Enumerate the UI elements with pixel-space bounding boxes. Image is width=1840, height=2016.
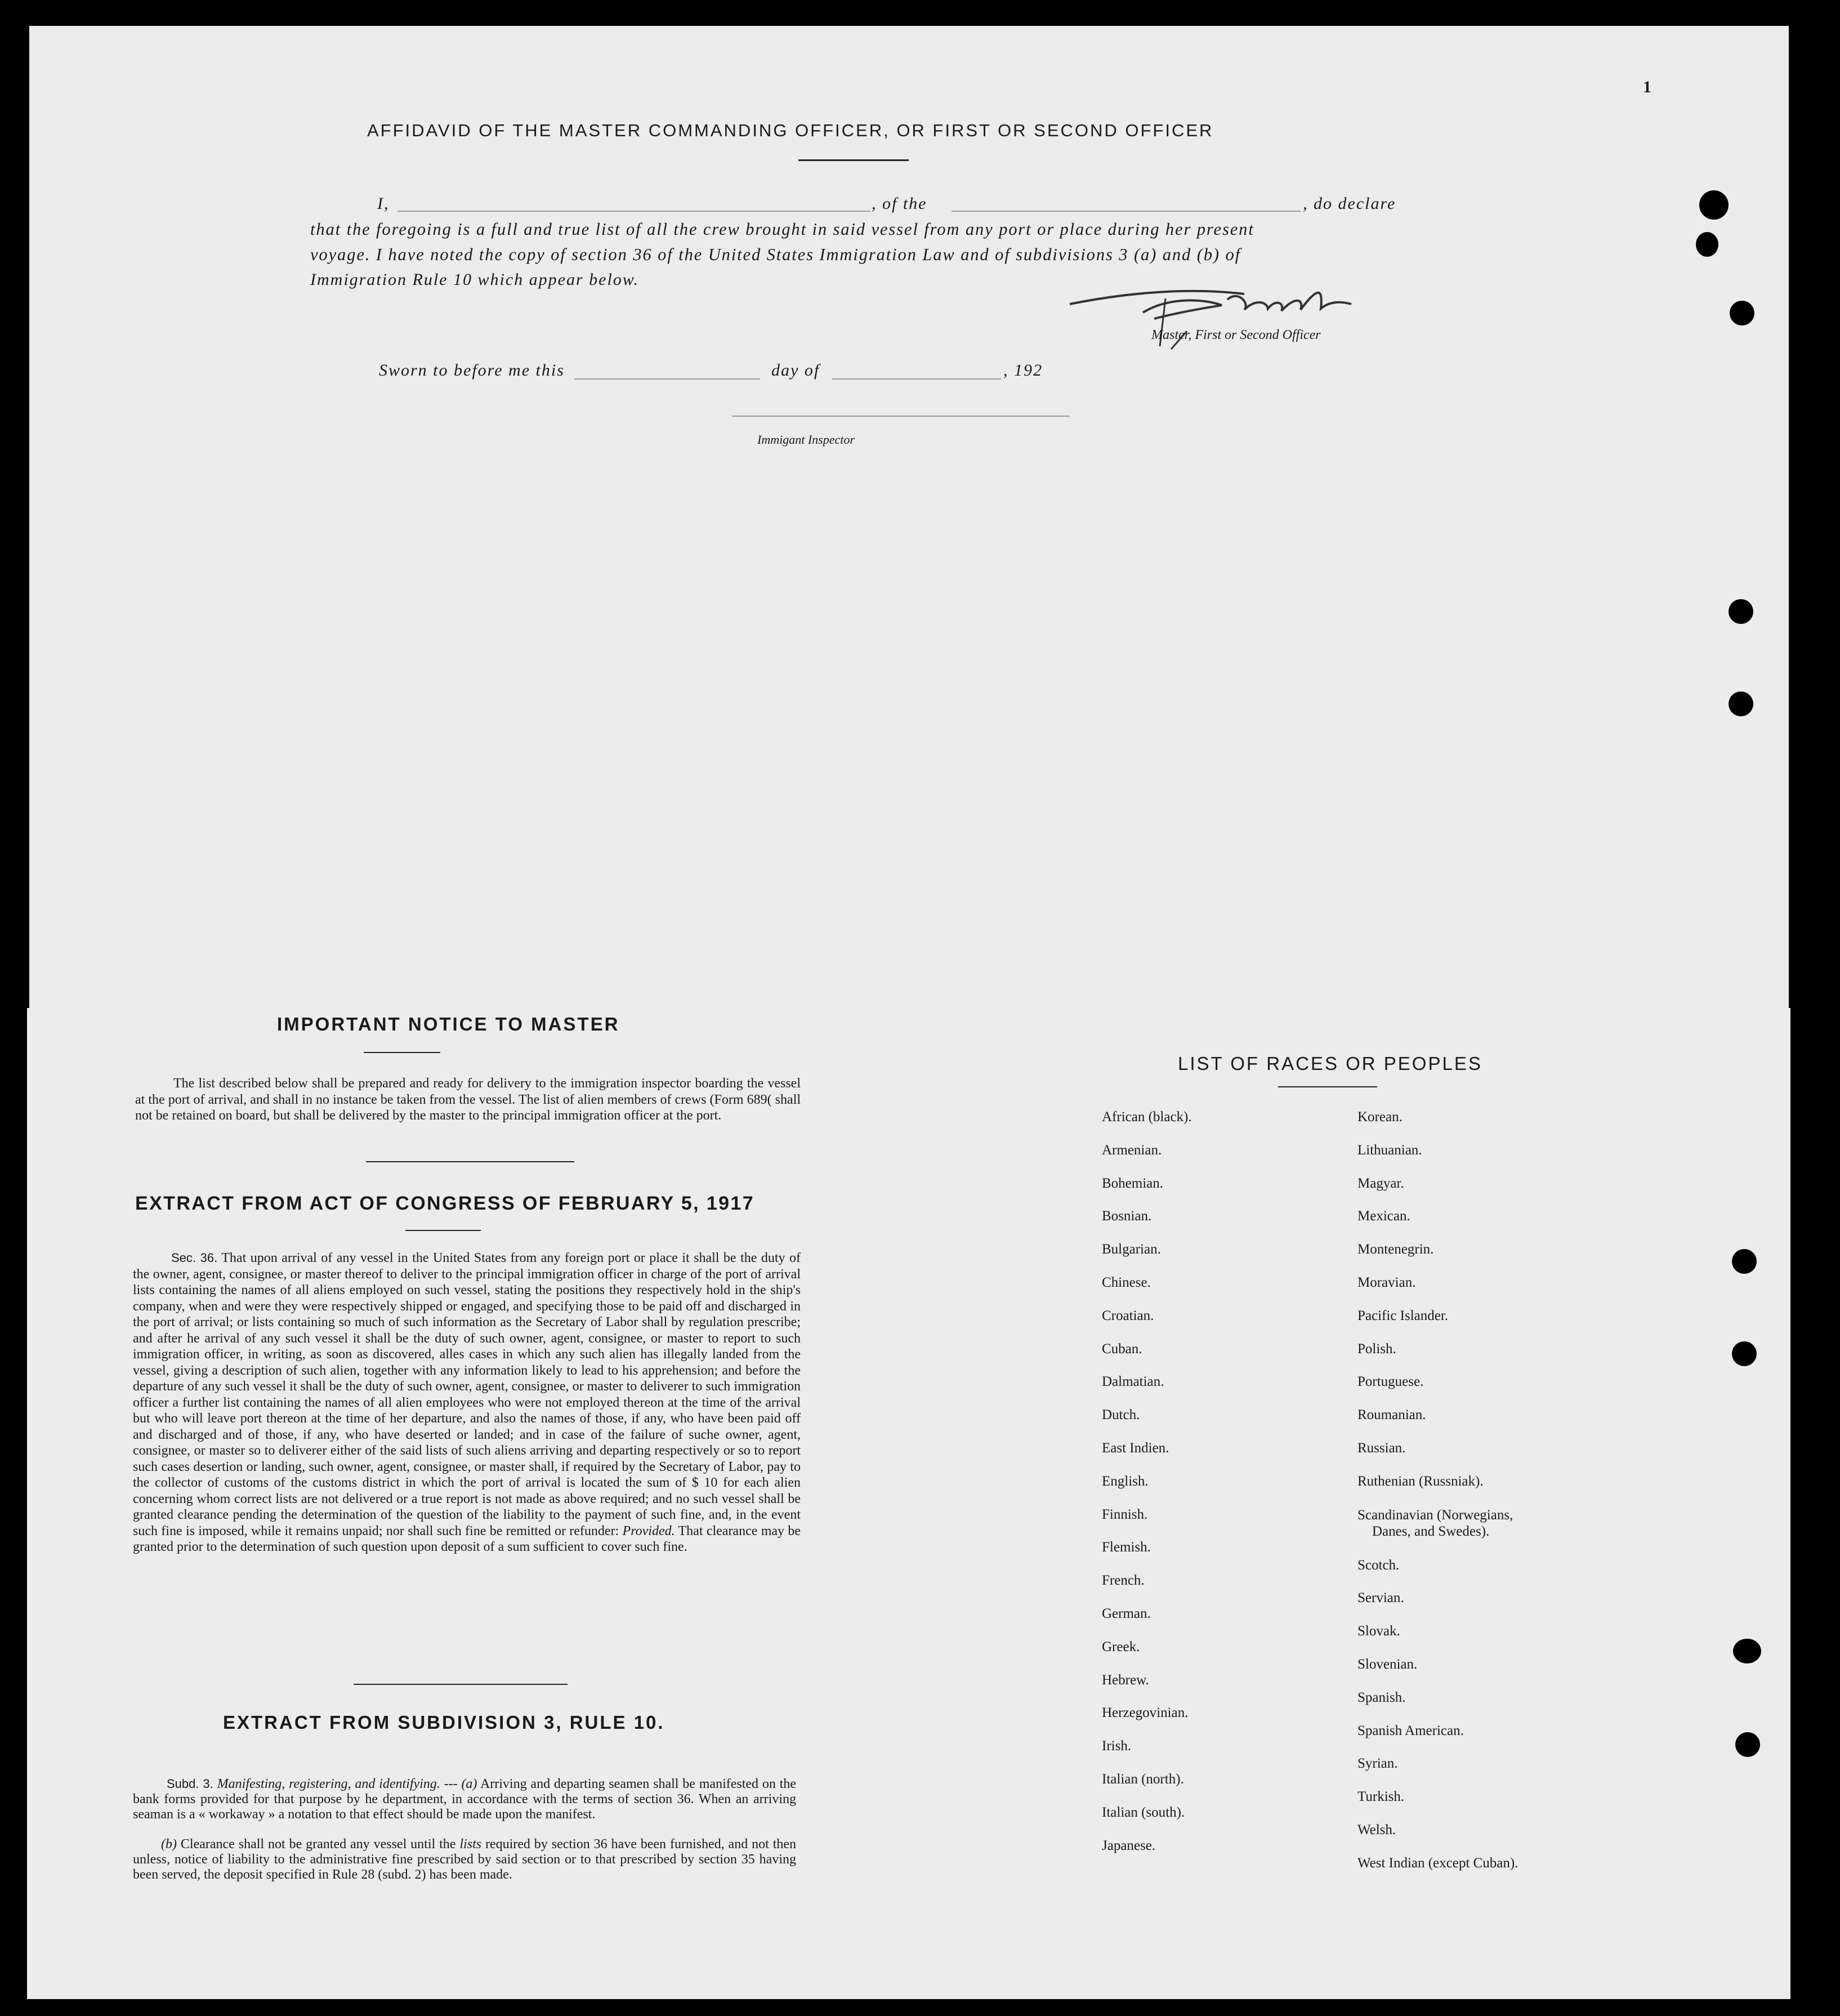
- punch-hole: [1733, 1639, 1761, 1663]
- race-item: Spanish.: [1357, 1689, 1406, 1705]
- sworn-day-of: day of: [771, 361, 820, 380]
- race-item: Polish.: [1357, 1341, 1396, 1357]
- act-underline: [405, 1230, 481, 1231]
- affidavit-title: AFFIDAVID OF THE MASTER COMMANDING OFFICER, OR FIRST OR SECOND OFFICER: [367, 121, 1214, 140]
- race-item: Croatian.: [1102, 1308, 1154, 1323]
- race-item: Bosnian.: [1102, 1208, 1152, 1224]
- punch-hole: [1730, 301, 1754, 325]
- race-item: Hebrew.: [1102, 1672, 1149, 1688]
- race-item: Roumanian.: [1357, 1407, 1426, 1423]
- sworn-day-blank: [574, 378, 760, 380]
- affidavit-line-2: that the foregoing is a full and true list of all the crew brought in said vessel from any port or place during her present: [310, 220, 1254, 239]
- race-item: Cuban.: [1102, 1341, 1142, 1357]
- race-item: Irish.: [1102, 1738, 1132, 1754]
- race-item: Flemish.: [1102, 1540, 1151, 1555]
- title-underline: [798, 159, 909, 161]
- race-item: Dalmatian.: [1102, 1374, 1164, 1390]
- punch-hole: [1732, 1341, 1757, 1366]
- vessel-name-blank: [952, 211, 1301, 212]
- race-item: Lithuanian.: [1357, 1142, 1422, 1158]
- races-title: LIST OF RACES OR PEOPLES: [1178, 1053, 1482, 1074]
- affidavit-line-4: Immigration Rule 10 which appear below.: [310, 270, 640, 289]
- race-item: Slovenian.: [1357, 1656, 1418, 1672]
- race-item: Scotch.: [1357, 1557, 1400, 1573]
- notice-title: IMPORTANT NOTICE TO MASTER: [277, 1014, 620, 1034]
- inspector-signature-blank: [732, 416, 1070, 417]
- sworn-prefix: Sworn to before me this: [379, 361, 565, 380]
- declare-suffix: , do declare: [1303, 194, 1396, 213]
- race-item: Moravian.: [1357, 1274, 1416, 1290]
- vessel-prefix: , of the: [872, 194, 927, 213]
- punch-hole: [1696, 232, 1718, 257]
- affidavit-sheet: [29, 26, 1789, 1008]
- race-item: Italian (south).: [1102, 1804, 1185, 1820]
- race-item: Pacific Islander.: [1357, 1308, 1449, 1323]
- signature-label: Master, First or Second Officer: [1151, 328, 1321, 342]
- notice-text: The list described below shall be prepared and ready for delivery to the immigration inspector boarding the vessel at the port of arrival, and shall in no instance be taken from the vessel. The list of alien members of crews (Form 689( shall not be retained on board, but shall be delivered by the master to the principal immigration officer at the port.: [135, 1076, 801, 1123]
- race-item: Korean.: [1357, 1109, 1403, 1125]
- race-item: French.: [1102, 1573, 1145, 1589]
- affidavit-line-3: voyage. I have noted the copy of section 36 of the United States Immigration Law and of subdivisions 3 (a) and (b) of: [310, 245, 1241, 264]
- page-number: 1: [1643, 78, 1651, 96]
- race-item: English.: [1102, 1473, 1149, 1489]
- act-title: EXTRACT FROM ACT OF CONGRESS OF FEBRUARY 5, 1917: [135, 1193, 755, 1214]
- act-separator: [354, 1684, 568, 1685]
- races-left-column: [1102, 1109, 1192, 1871]
- inspector-label: Immigant Inspector: [757, 432, 855, 447]
- notice-separator: [366, 1161, 574, 1162]
- act-text: Sec. 36. That upon arrival of any vessel in the United States from any foreign port or place it shall be the duty of the owner, agent, consignee, or master thereof to deliver to the principal immigration officer in charge of the port of arrival lists containing the names of all aliens employed on such vessel, stating the positions they respectively hold in the ship's company, when and were they were respectively shipped or engaged, and specifying those to be paid off and discharged in the port of arrival; or lists containing so much of such information as the Secretary of Labor shall by regulation prescribe; and after he arrival of any such vessel it shall be the duty of such owner, agent, consignee, or master to report to such immigration officer, in writing, as soon as discovered, alles cases in which any such alien has illegally landed from the vessel, giving a description of such alien, together with any information likely to lead to his apprehension; and before the departure of any such vessel it shall be the duty of such owner, agent, consignee, or master to deliverer to such immigration officer a further list containing the names of all alien employees who were not employed thereon at the time of the arrival but who will leave port thereon at the time of her departure, and also the names of those, if any, who have been paid off and discharged and of those, if any, who have deserted or landed; and in case of the failure of suche owner, agent, consignee, or master so to deliverer either of the said lists of such aliens arriving and departing respectively or so to report such cases desertion or landing, such owner, agent, consignee, or master shall, if required by the Secretary of Labor, pay to the collector of customs of the customs district in which the port of arrival is located the sum of $ 10 for each alien concerning whom correct lists are not delivered or a true report is not made as above required; and no such vessel shall be granted clearance pending the determination of the question of the liability to the payment of such fine, and, in the event such fine is imposed, while it remains unpaid; nor shall such fine be remitted or refunder: Provided. That clearance may be granted prior to the determination of such question upon deposit of a sum sufficient to cover such fine.: [133, 1251, 801, 1554]
- race-item: [1357, 1507, 1518, 1558]
- race-item: German.: [1102, 1605, 1151, 1621]
- race-item: Armenian.: [1102, 1142, 1162, 1158]
- race-item: Japanese.: [1102, 1837, 1156, 1853]
- race-item: Spanish American.: [1357, 1723, 1464, 1738]
- race-item: Russian.: [1357, 1440, 1406, 1456]
- race-item: Ruthenian (Russniak).: [1357, 1473, 1484, 1489]
- sworn-month-blank: [832, 378, 1001, 380]
- races-underline: [1278, 1086, 1377, 1087]
- rule-text-b: (b) Clearance shall not be granted any vessel until the lists required by section 36 have been furnished, and not then unless, notice of liability to the administrative fine prescribed by said section or to that prescribed by section 35 having been served, the deposit specified in Rule 28 (subd. 2) has been made.: [133, 1837, 797, 1882]
- punch-hole: [1735, 1732, 1760, 1757]
- punch-hole: [1729, 692, 1753, 716]
- race-item: Dutch.: [1102, 1407, 1140, 1423]
- punch-hole: [1732, 1249, 1757, 1274]
- race-item: Bulgarian.: [1102, 1242, 1161, 1257]
- race-item: Herzegovinian.: [1102, 1705, 1189, 1721]
- race-item: Servian.: [1357, 1590, 1404, 1606]
- race-item: Turkish.: [1357, 1789, 1405, 1805]
- race-item: Portuguese.: [1357, 1374, 1424, 1390]
- races-right-column: [1357, 1109, 1518, 1889]
- race-item: Mexican.: [1357, 1208, 1410, 1224]
- sworn-year: , 192: [1003, 361, 1043, 380]
- punch-hole: [1699, 190, 1729, 220]
- race-item: African (black).: [1102, 1109, 1192, 1125]
- race-item: Finnish.: [1102, 1506, 1148, 1522]
- punch-hole: [1729, 599, 1753, 624]
- signature-mark: [1059, 265, 1396, 360]
- race-item: Magyar.: [1357, 1175, 1404, 1191]
- race-item: Chinese.: [1102, 1274, 1151, 1290]
- race-item: Syrian.: [1357, 1756, 1398, 1772]
- race-item-label: Scandinavian (Norwegians,: [1357, 1507, 1513, 1523]
- rule-title: EXTRACT FROM SUBDIVISION 3, RULE 10.: [223, 1712, 665, 1733]
- race-item: Montenegrin.: [1357, 1242, 1434, 1257]
- race-item: Slovak.: [1357, 1623, 1400, 1639]
- race-item: East Indien.: [1102, 1440, 1169, 1456]
- race-item: Welsh.: [1357, 1822, 1396, 1837]
- rule-text-a: Subd. 3. Manifesting, registering, and identifying. --- (a) Arriving and departing seamen shall be manifested on the bank forms provided for that purpose by he department, in accordance with the terms of section 36. When an arriving seaman is a « workaway » a notation to that effect should be made upon the manifest.: [133, 1777, 797, 1822]
- declarant-name-blank: [398, 211, 870, 212]
- notice-underline: [364, 1052, 440, 1053]
- declarant-prefix: I,: [377, 194, 390, 213]
- race-item-continuation: Danes, and Swedes).: [1372, 1523, 1490, 1539]
- race-item: Greek.: [1102, 1639, 1140, 1654]
- race-item: Bohemian.: [1102, 1175, 1164, 1191]
- race-item: Italian (north).: [1102, 1771, 1184, 1787]
- race-item: West Indian (except Cuban).: [1357, 1855, 1519, 1871]
